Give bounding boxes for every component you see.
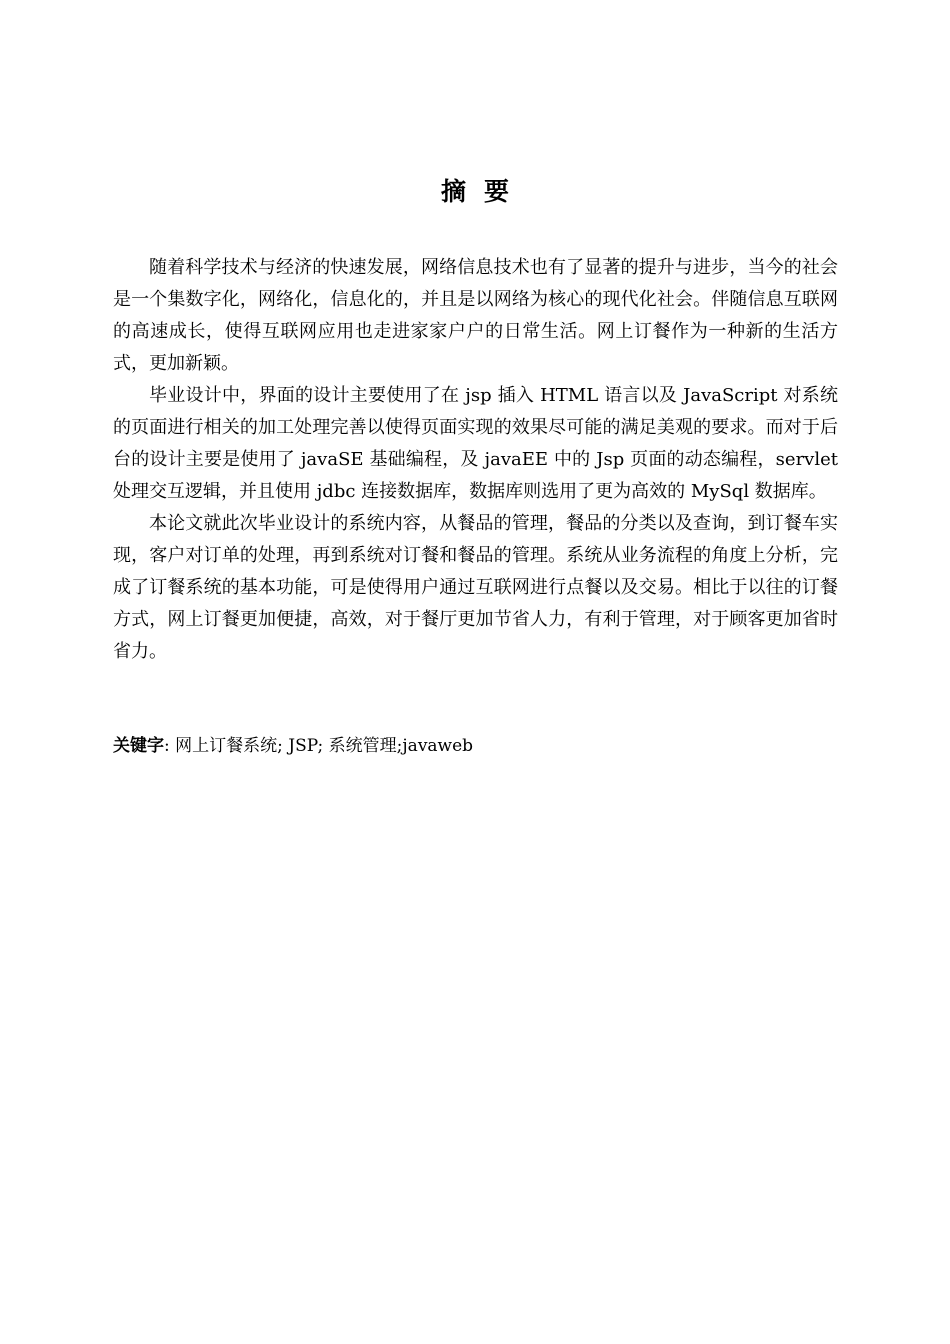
abstract-title: 摘要 (440, 177, 527, 206)
abstract-paragraph-2: 毕业设计中，界面的设计主要使用了在 jsp 插入 HTML 语言以及 JavaScript 对系统的页面进行相关的加工处理完善以使得页面实现的效果尽可能的满足美观的要求。而对于后台的设计主要是使用了 javaSE 基础编程，及 javaEE 中的 Jsp 页面的动态编程，servlet 处理交互逻辑，并且使用 jdbc 连接数据库，数据库则选用了更为高效的 MySql 数据库。 (113, 385, 838, 502)
keywords-label: 关键字 (113, 736, 164, 756)
abstract-body (113, 252, 838, 668)
keywords-line (113, 730, 838, 762)
keywords-text: : 网上订餐系统; JSP; 系统管理;javaweb (164, 736, 474, 756)
abstract-paragraph-1: 随着科学技术与经济的快速发展，网络信息技术也有了显著的提升与进步，当今的社会是一个集数字化，网络化，信息化的，并且是以网络为核心的现代化社会。伴随信息互联网的高速成长，使得互联网应用也走进家家户户的日常生活。网上订餐作为一种新的生活方式，更加新颖。 (113, 257, 838, 374)
abstract-paragraph-3: 本论文就此次毕业设计的系统内容，从餐品的管理，餐品的分类以及查询，到订餐车实现，客户对订单的处理，再到系统对订餐和餐品的管理。系统从业务流程的角度上分析，完成了订餐系统的基本功能，可是使得用户通过互联网进行点餐以及交易。相比于以往的订餐方式，网上订餐更加便捷，高效，对于餐厅更加节省人力，有利于管理，对于顾客更加省时省力。 (113, 513, 838, 662)
